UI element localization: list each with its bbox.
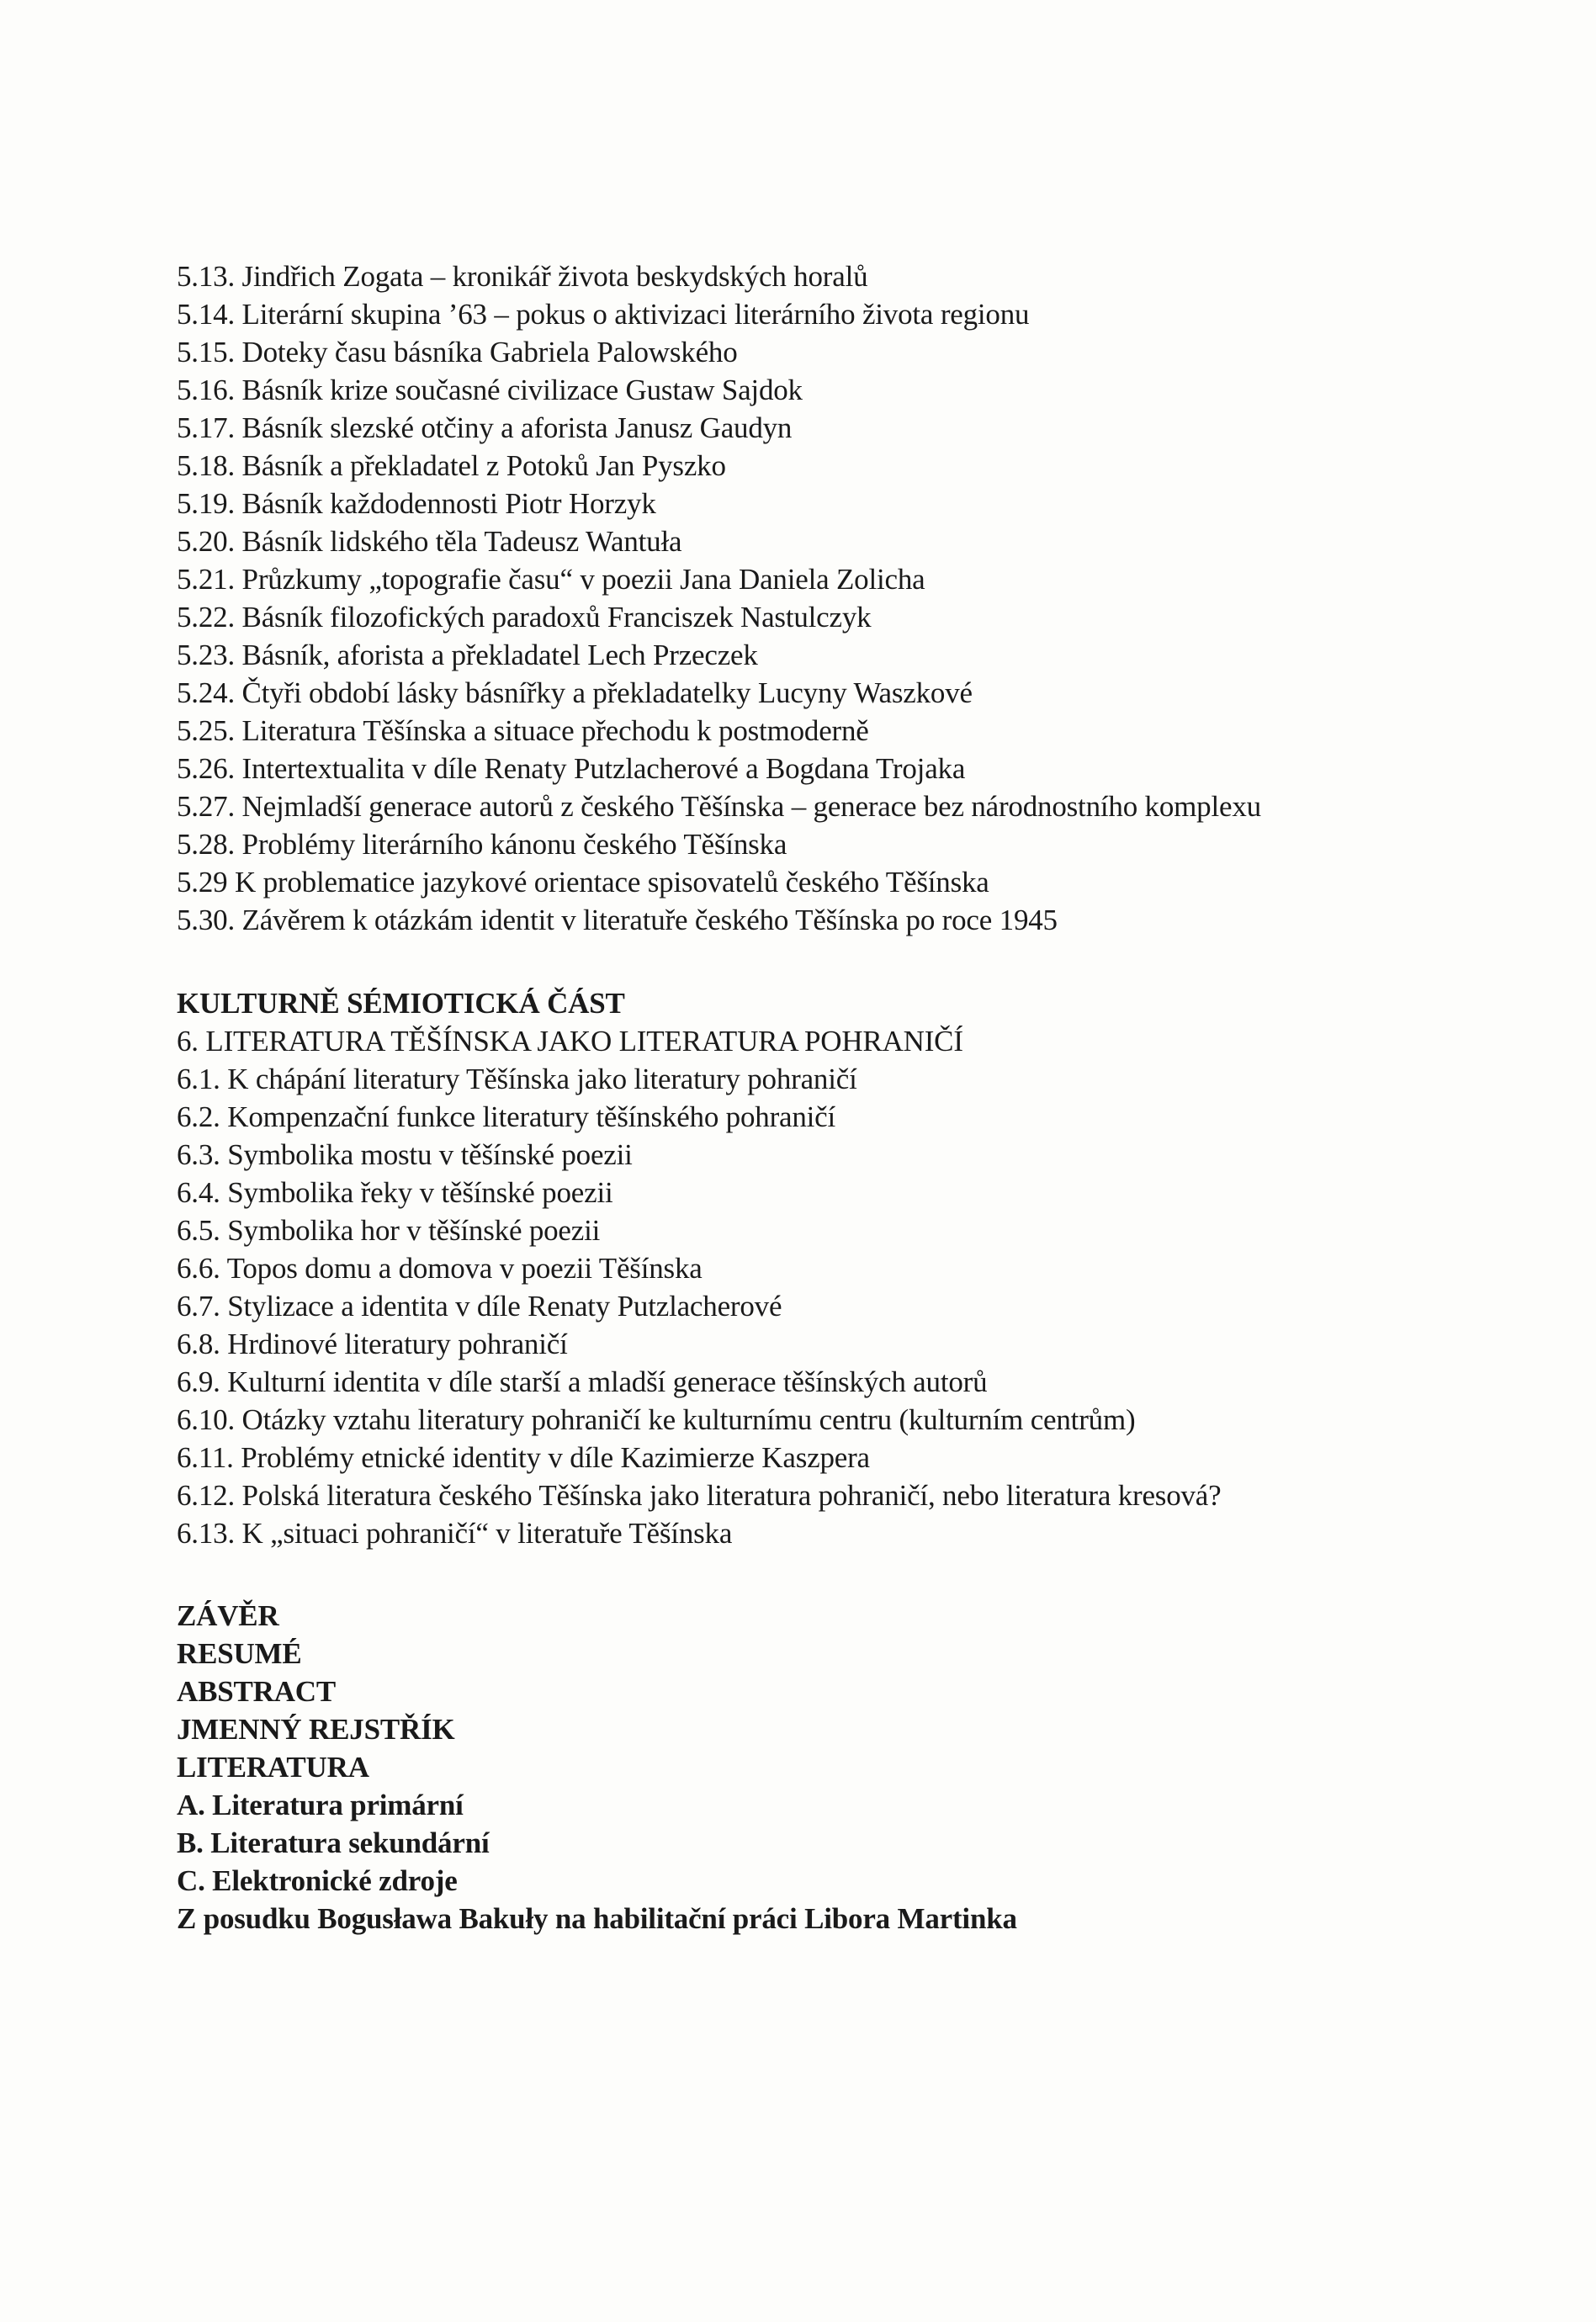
- toc-item: 6.13. K „situaci pohraničí“ v literatuře Těšínska: [177, 1517, 733, 1550]
- toc-item: 5.22. Básník filozofických paradoxů Franciszek Nastulczyk: [177, 601, 872, 634]
- toc-item: 6.4. Symbolika řeky v těšínské poezii: [177, 1176, 613, 1209]
- toc-item: 6.2. Kompenzační funkce literatury těšínského pohraničí: [177, 1100, 836, 1133]
- toc-item: 6.11. Problémy etnické identity v díle Kazimierze Kaszpera: [177, 1441, 870, 1474]
- toc-item: 5.24. Čtyři období lásky básnířky a překladatelky Lucyny Waszkové: [177, 676, 973, 709]
- toc-item: 6.1. K chápání literatury Těšínska jako literatury pohraničí: [177, 1063, 857, 1095]
- toc-item: 5.18. Básník a překladatel z Potoků Jan Pyszko: [177, 449, 726, 482]
- toc-item: 5.30. Závěrem k otázkám identit v literatuře českého Těšínska po roce 1945: [177, 904, 1058, 936]
- toc-item: 5.23. Básník, aforista a překladatel Lech Przeczek: [177, 639, 758, 671]
- back-matter-heading: A. Literatura primární: [177, 1789, 464, 1821]
- back-matter-heading: ZÁVĚR: [177, 1599, 279, 1632]
- toc-item: 5.27. Nejmladší generace autorů z českého Těšínska – generace bez národnostního komplexu: [177, 790, 1261, 823]
- toc-item: 6.6. Topos domu a domova v poezii Těšínska: [177, 1252, 703, 1285]
- toc-item: 6.7. Stylizace a identita v díle Renaty Putzlacherové: [177, 1290, 782, 1323]
- back-matter-heading: LITERATURA: [177, 1751, 369, 1784]
- toc-item: 5.17. Básník slezské otčiny a aforista Janusz Gaudyn: [177, 411, 793, 444]
- toc-item: 6.9. Kulturní identita v díle starší a mladší generace těšínských autorů: [177, 1365, 988, 1398]
- back-matter-heading: RESUMÉ: [177, 1637, 302, 1670]
- toc-item: 6.10. Otázky vztahu literatury pohraničí ke kulturnímu centru (kulturním centrům): [177, 1403, 1136, 1436]
- toc-item: 5.21. Průzkumy „topografie času“ v poezii Jana Daniela Zolicha: [177, 563, 925, 596]
- toc-item: 5.15. Doteky času básníka Gabriela Palowského: [177, 336, 738, 368]
- toc-item: 6.3. Symbolika mostu v těšínské poezii: [177, 1138, 633, 1171]
- toc-item: 5.14. Literární skupina ’63 – pokus o aktivizaci literárního života regionu: [177, 298, 1030, 331]
- toc-item: 5.16. Básník krize současné civilizace Gustaw Sajdok: [177, 374, 803, 406]
- toc-item: 5.13. Jindřich Zogata – kronikář života beskydských horalů: [177, 260, 868, 293]
- toc-item: 5.25. Literatura Těšínska a situace přechodu k postmoderně: [177, 714, 869, 747]
- back-matter-heading: C. Elektronické zdroje: [177, 1864, 458, 1897]
- toc-item: 5.29 K problematice jazykové orientace spisovatelů českého Těšínska: [177, 866, 989, 899]
- back-matter-heading: ABSTRACT: [177, 1675, 337, 1708]
- toc-item: 6.12. Polská literatura českého Těšínska jako literatura pohraničí, nebo literatura kresová?: [177, 1479, 1222, 1512]
- toc-item: 6.5. Symbolika hor v těšínské poezii: [177, 1214, 601, 1247]
- chapter-heading: 6. LITERATURA TĚŠÍNSKA JAKO LITERATURA POHRANIČÍ: [177, 1025, 963, 1058]
- back-matter-heading: Z posudku Bogusława Bakuły na habilitační práci Libora Martinka: [177, 1902, 1017, 1935]
- toc-item: 5.26. Intertextualita v díle Renaty Putzlacherové a Bogdana Trojaka: [177, 752, 966, 785]
- back-matter-heading: JMENNÝ REJSTŘÍK: [177, 1713, 455, 1746]
- part-heading: KULTURNĚ SÉMIOTICKÁ ČÁST: [177, 987, 625, 1020]
- toc-item: 5.28. Problémy literárního kánonu českého Těšínska: [177, 828, 787, 861]
- toc-item: 5.19. Básník každodennosti Piotr Horzyk: [177, 487, 656, 520]
- toc-item: 5.20. Básník lidského těla Tadeusz Wantuła: [177, 525, 682, 558]
- back-matter-heading: B. Literatura sekundární: [177, 1826, 490, 1859]
- toc-item: 6.8. Hrdinové literatury pohraničí: [177, 1328, 568, 1360]
